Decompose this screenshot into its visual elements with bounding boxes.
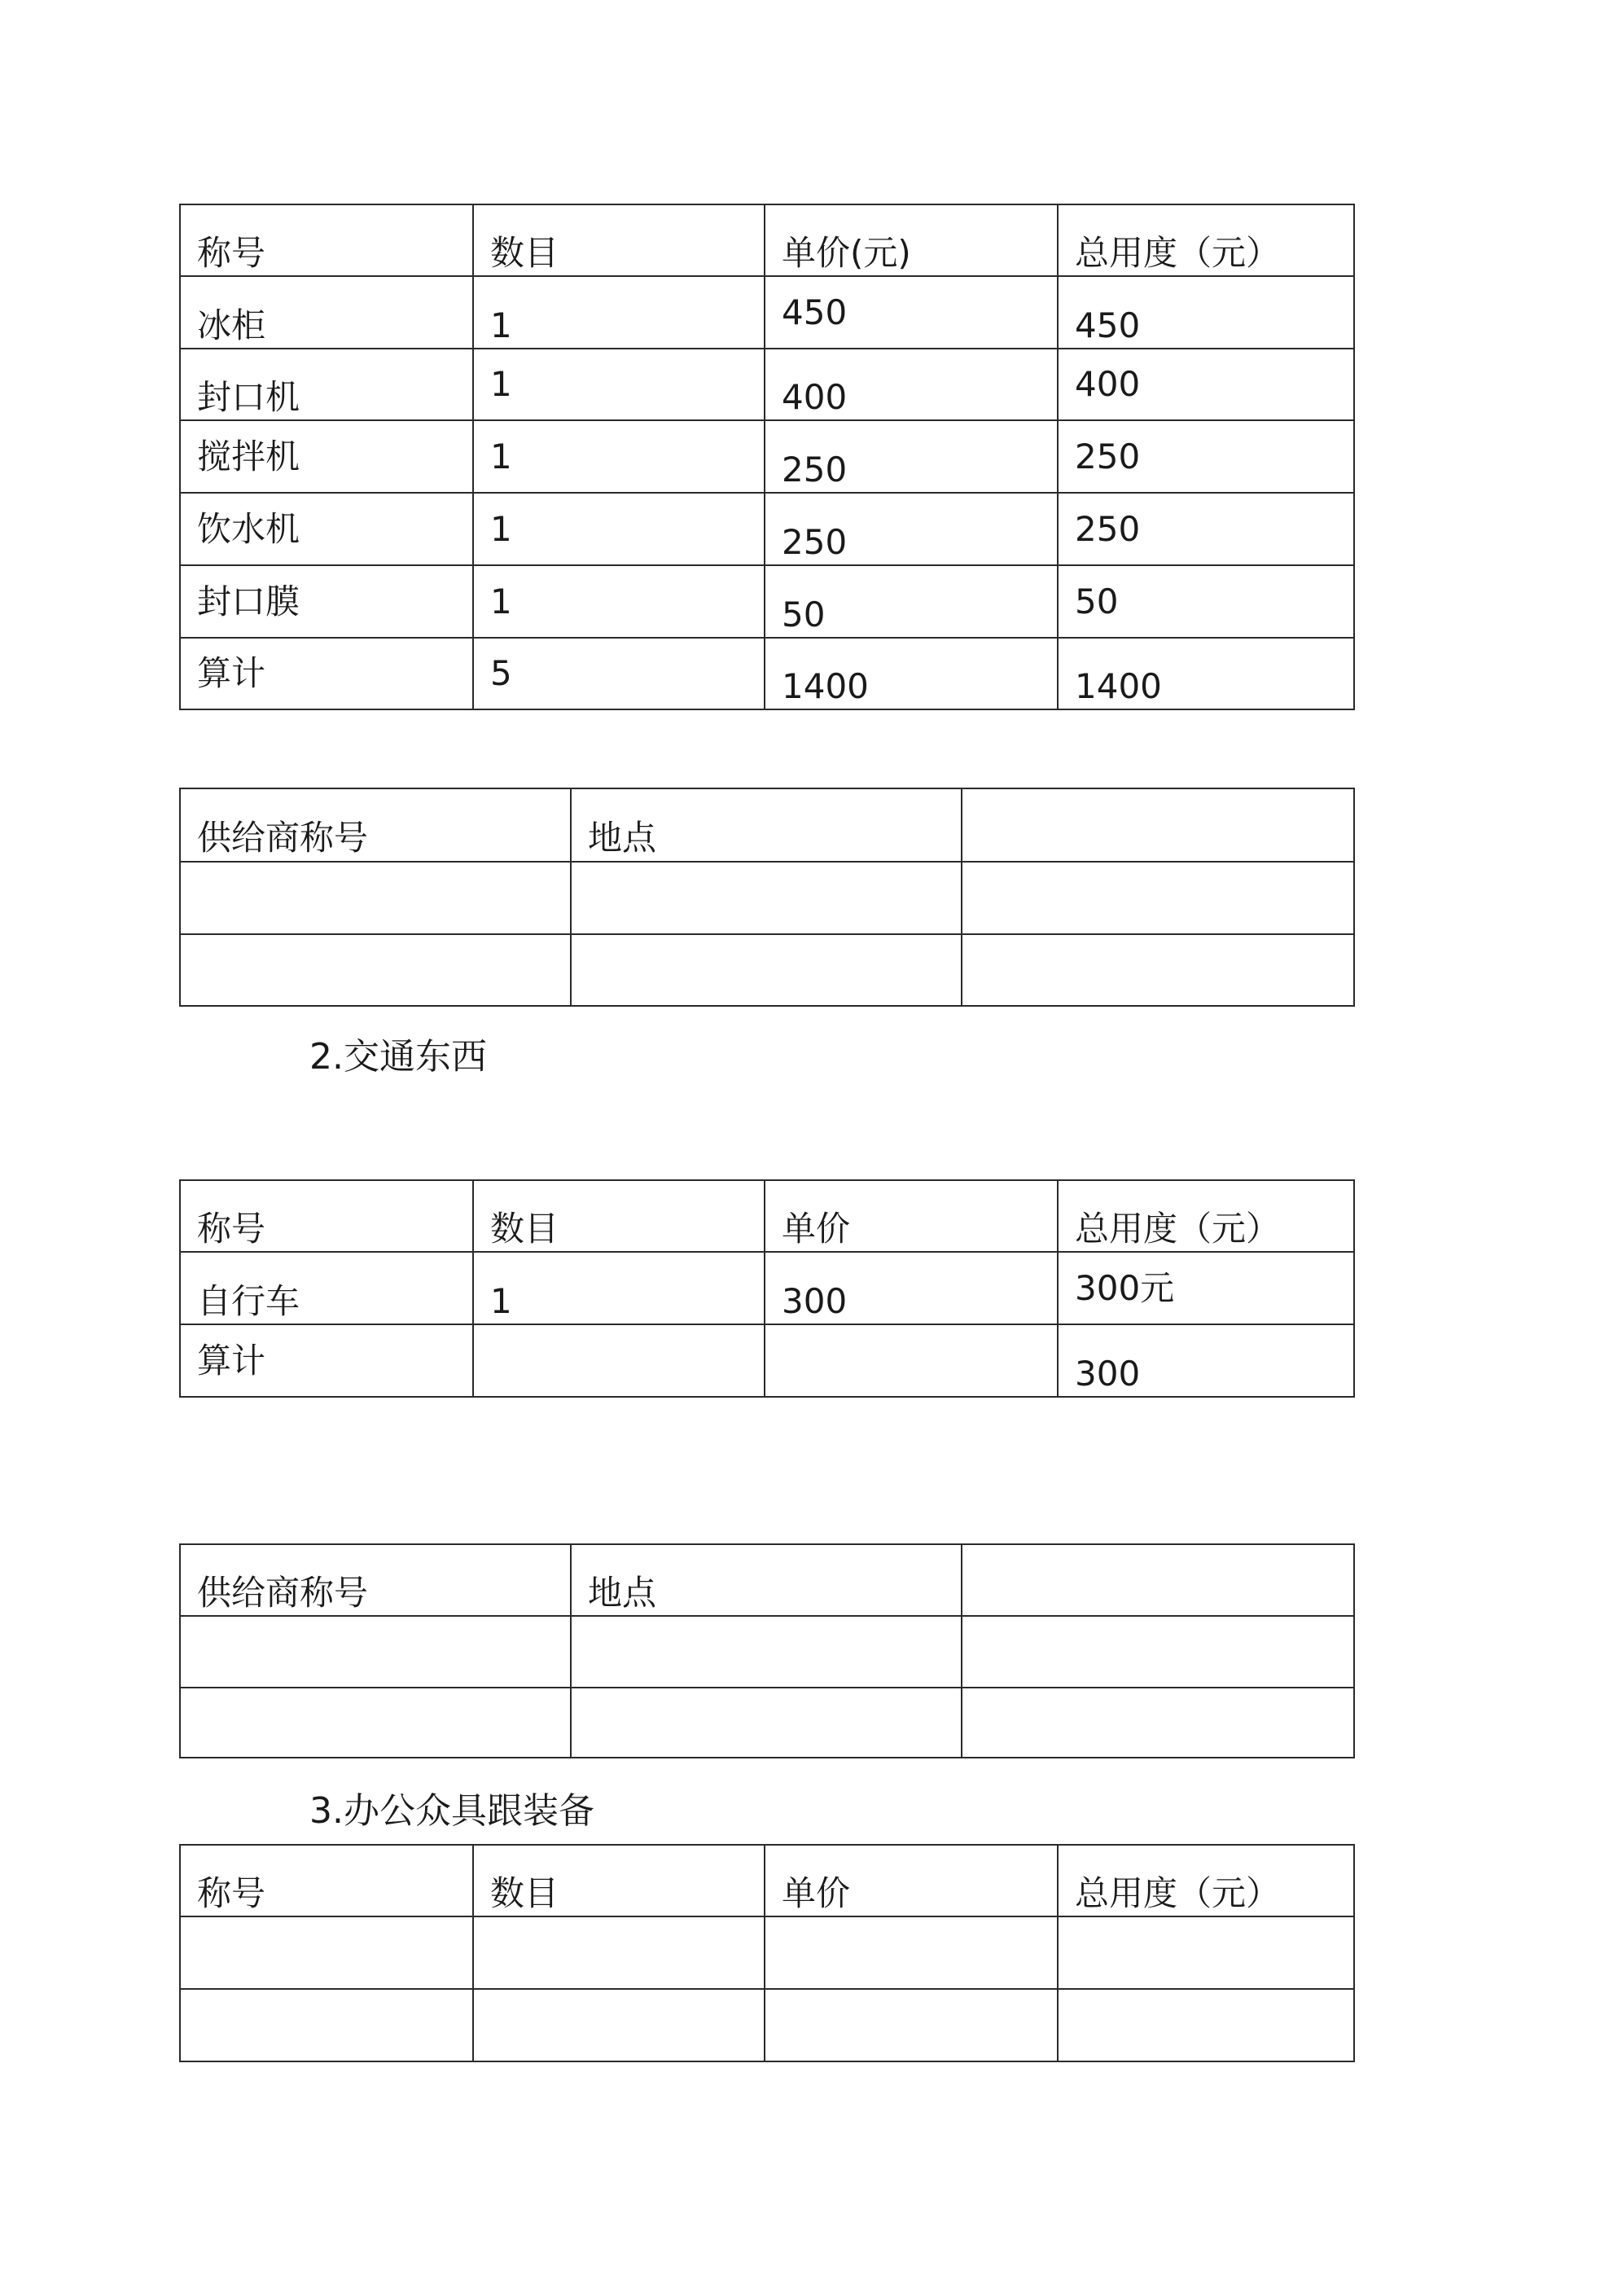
header-cell: 总用度（元） (1058, 1180, 1354, 1252)
supplier-table-1 (179, 788, 1355, 1007)
table-header-row (180, 1845, 1354, 1916)
table-cell: 自行车 (180, 1252, 473, 1324)
header-cell (962, 788, 1354, 862)
table-cell (571, 862, 962, 934)
table-row (180, 862, 1354, 934)
table-cell (1058, 1989, 1354, 2061)
section-heading-office: 3.办公众具跟装备 (309, 1790, 594, 1832)
table-header-row (180, 1544, 1354, 1616)
table-row (180, 1688, 1354, 1758)
supplier-table-2 (179, 1543, 1355, 1758)
table-cell: 冰柜 (180, 276, 473, 349)
table-cell: 1 (473, 493, 765, 565)
table-cell (962, 934, 1354, 1006)
table-cell (180, 862, 571, 934)
table-header-row (180, 1180, 1354, 1252)
table-cell: 算计 (180, 1324, 473, 1397)
header-cell (962, 1544, 1354, 1616)
table-cell (765, 1324, 1058, 1397)
table-cell: 1 (473, 349, 765, 420)
table-cell (571, 1616, 962, 1688)
table-cell: 250 (765, 420, 1058, 493)
table-cell (180, 1916, 473, 1989)
table-header-row (180, 204, 1354, 276)
header-cell: 总用度（元） (1058, 1845, 1354, 1916)
table-cell: 封口机 (180, 349, 473, 420)
table-cell (473, 1324, 765, 1397)
office-table (179, 1844, 1355, 2062)
table-cell (473, 1989, 765, 2061)
table-cell: 5 (473, 638, 765, 709)
table-row (180, 1916, 1354, 1989)
table-cell (765, 1916, 1058, 1989)
table-cell: 搅拌机 (180, 420, 473, 493)
table-cell: 250 (1058, 493, 1354, 565)
table-cell: 250 (765, 493, 1058, 565)
table-cell: 1400 (765, 638, 1058, 709)
header-cell: 地点 (571, 1544, 962, 1616)
table-cell (571, 1688, 962, 1758)
header-cell: 单价 (765, 1180, 1058, 1252)
table-cell (180, 1616, 571, 1688)
table-cell (1058, 1916, 1354, 1989)
table-row (180, 934, 1354, 1006)
table-row (180, 349, 1354, 420)
table-cell: 50 (765, 565, 1058, 638)
table-cell (962, 1688, 1354, 1758)
table-cell: 450 (1058, 276, 1354, 349)
header-cell: 称号 (180, 1180, 473, 1252)
transport-table (179, 1179, 1355, 1398)
table-cell: 300元 (1058, 1252, 1354, 1324)
table-cell (962, 1616, 1354, 1688)
table-cell (571, 934, 962, 1006)
table-row (180, 420, 1354, 493)
table-row (180, 276, 1354, 349)
table-cell (180, 1688, 571, 1758)
table-cell: 250 (1058, 420, 1354, 493)
table-cell: 算计 (180, 638, 473, 709)
table-header-row (180, 788, 1354, 862)
table-cell (473, 1916, 765, 1989)
header-cell: 数目 (473, 204, 765, 276)
table-cell: 450 (765, 276, 1058, 349)
table-cell (962, 862, 1354, 934)
equipment-table (179, 204, 1355, 710)
table-cell: 400 (765, 349, 1058, 420)
table-cell: 封口膜 (180, 565, 473, 638)
table-row (180, 1324, 1354, 1397)
table-cell: 饮水机 (180, 493, 473, 565)
header-cell: 称号 (180, 1845, 473, 1916)
table-cell: 50 (1058, 565, 1354, 638)
table-row (180, 1989, 1354, 2061)
header-cell: 单价 (765, 1845, 1058, 1916)
table-row (180, 638, 1354, 709)
header-cell: 称号 (180, 204, 473, 276)
table-cell (180, 1989, 473, 2061)
header-cell: 供给商称号 (180, 1544, 571, 1616)
table-row (180, 565, 1354, 638)
table-row (180, 1252, 1354, 1324)
table-cell (765, 1989, 1058, 2061)
header-cell: 供给商称号 (180, 788, 571, 862)
table-cell: 1 (473, 276, 765, 349)
table-cell: 300 (765, 1252, 1058, 1324)
table-cell: 400 (1058, 349, 1354, 420)
table-cell: 1 (473, 565, 765, 638)
table-row (180, 1616, 1354, 1688)
table-cell: 300 (1058, 1324, 1354, 1397)
table-cell: 1 (473, 420, 765, 493)
table-cell: 1 (473, 1252, 765, 1324)
header-cell: 地点 (571, 788, 962, 862)
table-cell (180, 934, 571, 1006)
header-cell: 单价(元) (765, 204, 1058, 276)
table-row (180, 493, 1354, 565)
header-cell: 数目 (473, 1180, 765, 1252)
header-cell: 总用度（元） (1058, 204, 1354, 276)
header-cell: 数目 (473, 1845, 765, 1916)
section-heading-transport: 2.交通东西 (309, 1036, 487, 1078)
table-cell: 1400 (1058, 638, 1354, 709)
